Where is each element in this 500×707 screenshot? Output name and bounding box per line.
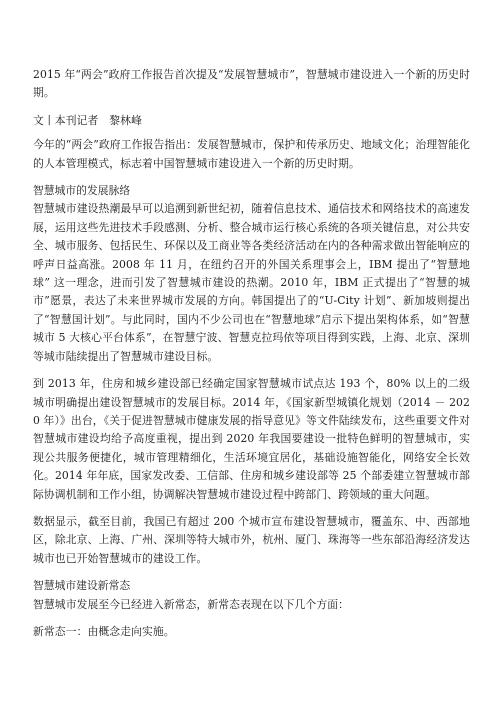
section-heading-new-normal: 智慧城市建设新常态 [33,579,131,593]
section1-paragraph-2: 到 2013 年，住房和城乡建设部已经确定国家智慧城市试点达 193 个，80% 以上的二级城市明确提出建设智慧城市的发展目标。2014 年，《国家新型城镇化规划（2014 － 2020 年）》出台，《关于促进智慧城市健康发展的指导意见》等文件陆续发布，这些重要文件对智慧城市建设均给予高度重视，提出到 2020 年我国要建设一批特色鲜明的智慧城市，实现公共服务便捷化，城市管理精细化，生活环境宜居化，基础设施智能化，网络安全长效化。2014 年年底，国家发改委、工信部、住房和城乡建设部等 25 个部委建立智慧城市部际协调机制和工作小组，协调解决智慧城市建设过程中跨部门、跨领域的重大问题。 [33,377,470,501]
section2-paragraph-2: 新常态一：由概念走向实施。 [33,624,175,638]
section2-paragraph-1: 智慧城市发展至今已经进入新常态，新常态表现在以下几个方面： [33,597,350,611]
article-byline: 文丨本刊记者 黎林峰 [33,113,142,127]
article-intro: 今年的“两会”政府工作报告指出：发展智慧城市，保护和传承历史、地域文化；治理智能化的人本管理模式，标志着中国智慧城市建设进入一个新的历史时期。 [33,138,470,170]
article-page [33,66,470,641]
article-lead: 2015 年“两会”政府工作报告首次提及“发展智慧城市”，智慧城市建设进入一个新的历史时期。 [33,68,470,100]
section1-paragraph-1: 智慧城市建设热潮最早可以追溯到新世纪初，随着信息技术、通信技术和网络技术的高速发展，运用这些先进技术手段感测、分析、整合城市运行核心系统的各项关键信息，对公共安全、城市服务、包括民生、环保以及工商业等各类经济活动在内的各种需求做出智能响应的呼声日益高涨。2008 年 11 月，在纽约召开的外国关系理事会上，IBM 提出了“智慧地球” 这一理念，进而引发了智慧城市建设的热潮。2010 年，IBM 正式提出了“智慧的城市”愿景，表达了未来世界城市发展的方向。韩国提出了的“U-City 计划”、新加坡则提出了“智慧国计划”。与此同时，国内不少公司也在“智慧地球”启示下提出架构体系，如“智慧城市 5 大核心平台体系”，在智慧宁波、智慧克拉玛依等项目得到实践，上海、北京、深圳等城市陆续提出了智慧城市建设目标。 [33,202,470,363]
section-heading-development: 智慧城市的发展脉络 [33,184,131,198]
section1-paragraph-3: 数据显示，截至目前，我国已有超过 200 个城市宣布建设智慧城市，覆盖东、中、西部地区，除北京、上海、广州、深圳等特大城市外，杭州、厦门、珠海等一些东部沿海经济发达城市也已开始智慧城市的建设工作。 [33,514,470,565]
